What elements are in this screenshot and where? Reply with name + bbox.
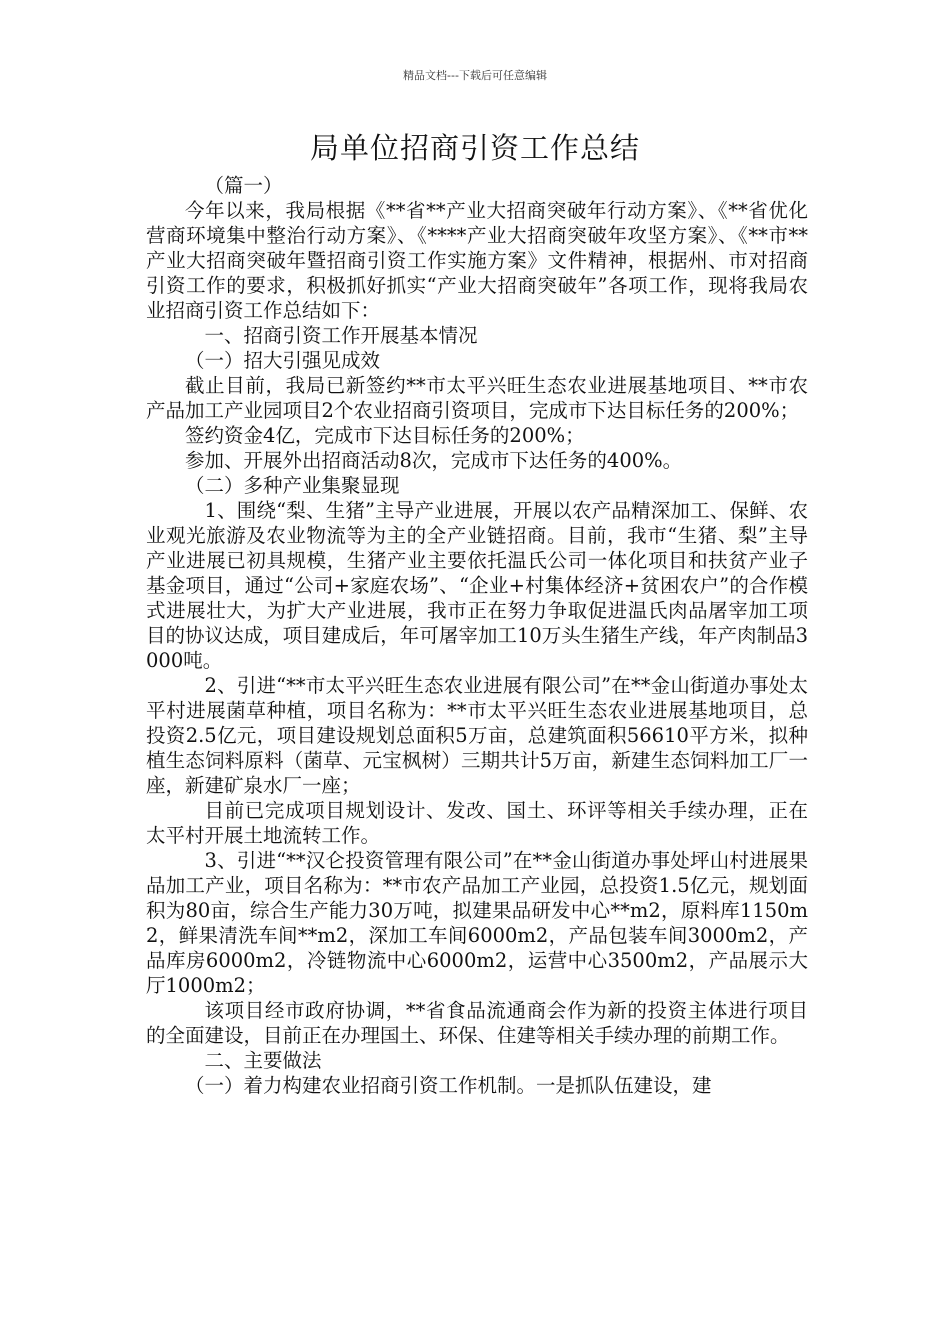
paragraph-item-2: 2、引进“**市太平兴旺生态农业进展有限公司”在**金山街道办事处太平村进展菌草种植，项目名称为：**市太平兴旺生态农业进展基地项目，总投资2.5亿元，项目建设规划总面积5万亩，总建筑面积56610平方米，拟种植生态饲料原料（菌草、元宝枫树）三期共计5万亩，新建生态饲料加工厂一座，新建矿泉水厂一座； [146,674,808,797]
paragraph-practice-1: （一）着力构建农业招商引资工作机制。一是抓队伍建设，建 [185,1074,712,1097]
intro-paragraph: 今年以来，我局根据《**省**产业大招商突破年行动方案》、《**省优化营商环境集中整治行动方案》、《****产业大招商突破年攻坚方案》、《**市**产业大招商突破年暨招商引资工作实施方案》文件精神，根据州、市对招商引资工作的要求，积极抓好抓实“产业大招商突破年”各项工作，现将我局农业招商引资工作总结如下： [146,199,808,322]
subheading-big-projects: （一）招大引强见成效 [185,349,381,372]
document-title: 局单位招商引资工作总结 [309,131,640,165]
document-body [146,173,808,1098]
heading-main-practices: 二、主要做法 [204,1049,322,1072]
heading-basic-situation: 一、招商引资工作开展基本情况 [204,324,478,347]
subheading-industry-cluster: （二）多种产业集聚显现 [185,474,400,497]
page-header: 精品文档---下载后可任意编辑 [403,69,547,82]
paragraph-item-3: 3、引进“**汉仑投资管理有限公司”在**金山街道办事处坪山村进展果品加工产业，项目名称为：**市农产品加工产业园，总投资1.5亿元，规划面积为80亩，综合生产能力30万吨，拟建果品研发中心**m2，原料库1150m2，鲜果清洗车间**m2，深加工车间6000m2，产品包装车间3000m2，产品库房6000m2，冷链物流中心6000m2，运营中心3500m2，产品展示大厅1000m2； [146,849,808,997]
paragraph-promotion-activities: 参加、开展外出招商活动8次，完成市下达任务的400%。 [185,449,683,472]
paragraph-item-1: 1、围绕“梨、生猪”主导产业进展，开展以农产品精深加工、保鲜、农业观光旅游及农业物流等为主的全产业链招商。目前，我市“生猪、梨”主导产业进展已初具规模，生猪产业主要依托温氏公司一体化项目和扶贫产业子基金项目，通过“公司+家庭农场”、“企业+村集体经济+贫困农户”的合作模式进展壮大，为扩大产业进展，我市正在努力争取促进温氏肉品屠宰加工项目的协议达成，项目建成后，年可屠宰加工10万头生猪生产线，年产肉制品3000吨。 [146,499,808,672]
paragraph-signed-projects: 截止目前，我局已新签约**市太平兴旺生态农业进展基地项目、**市农产品加工产业园项目2个农业招商引资项目，完成市下达目标任务的200%； [146,374,808,422]
section-label-part-one: （篇一） [204,174,283,197]
paragraph-signed-funds: 签约资金4亿，完成市下达目标任务的200%； [185,424,585,447]
paragraph-item-2-progress: 目前已完成项目规划设计、发改、国土、环评等相关手续办理，正在太平村开展土地流转工作。 [146,799,808,847]
paragraph-item-3-progress: 该项目经市政府协调，**省食品流通商会作为新的投资主体进行项目的全面建设，目前正在办理国土、环保、住建等相关手续办理的前期工作。 [146,999,808,1047]
